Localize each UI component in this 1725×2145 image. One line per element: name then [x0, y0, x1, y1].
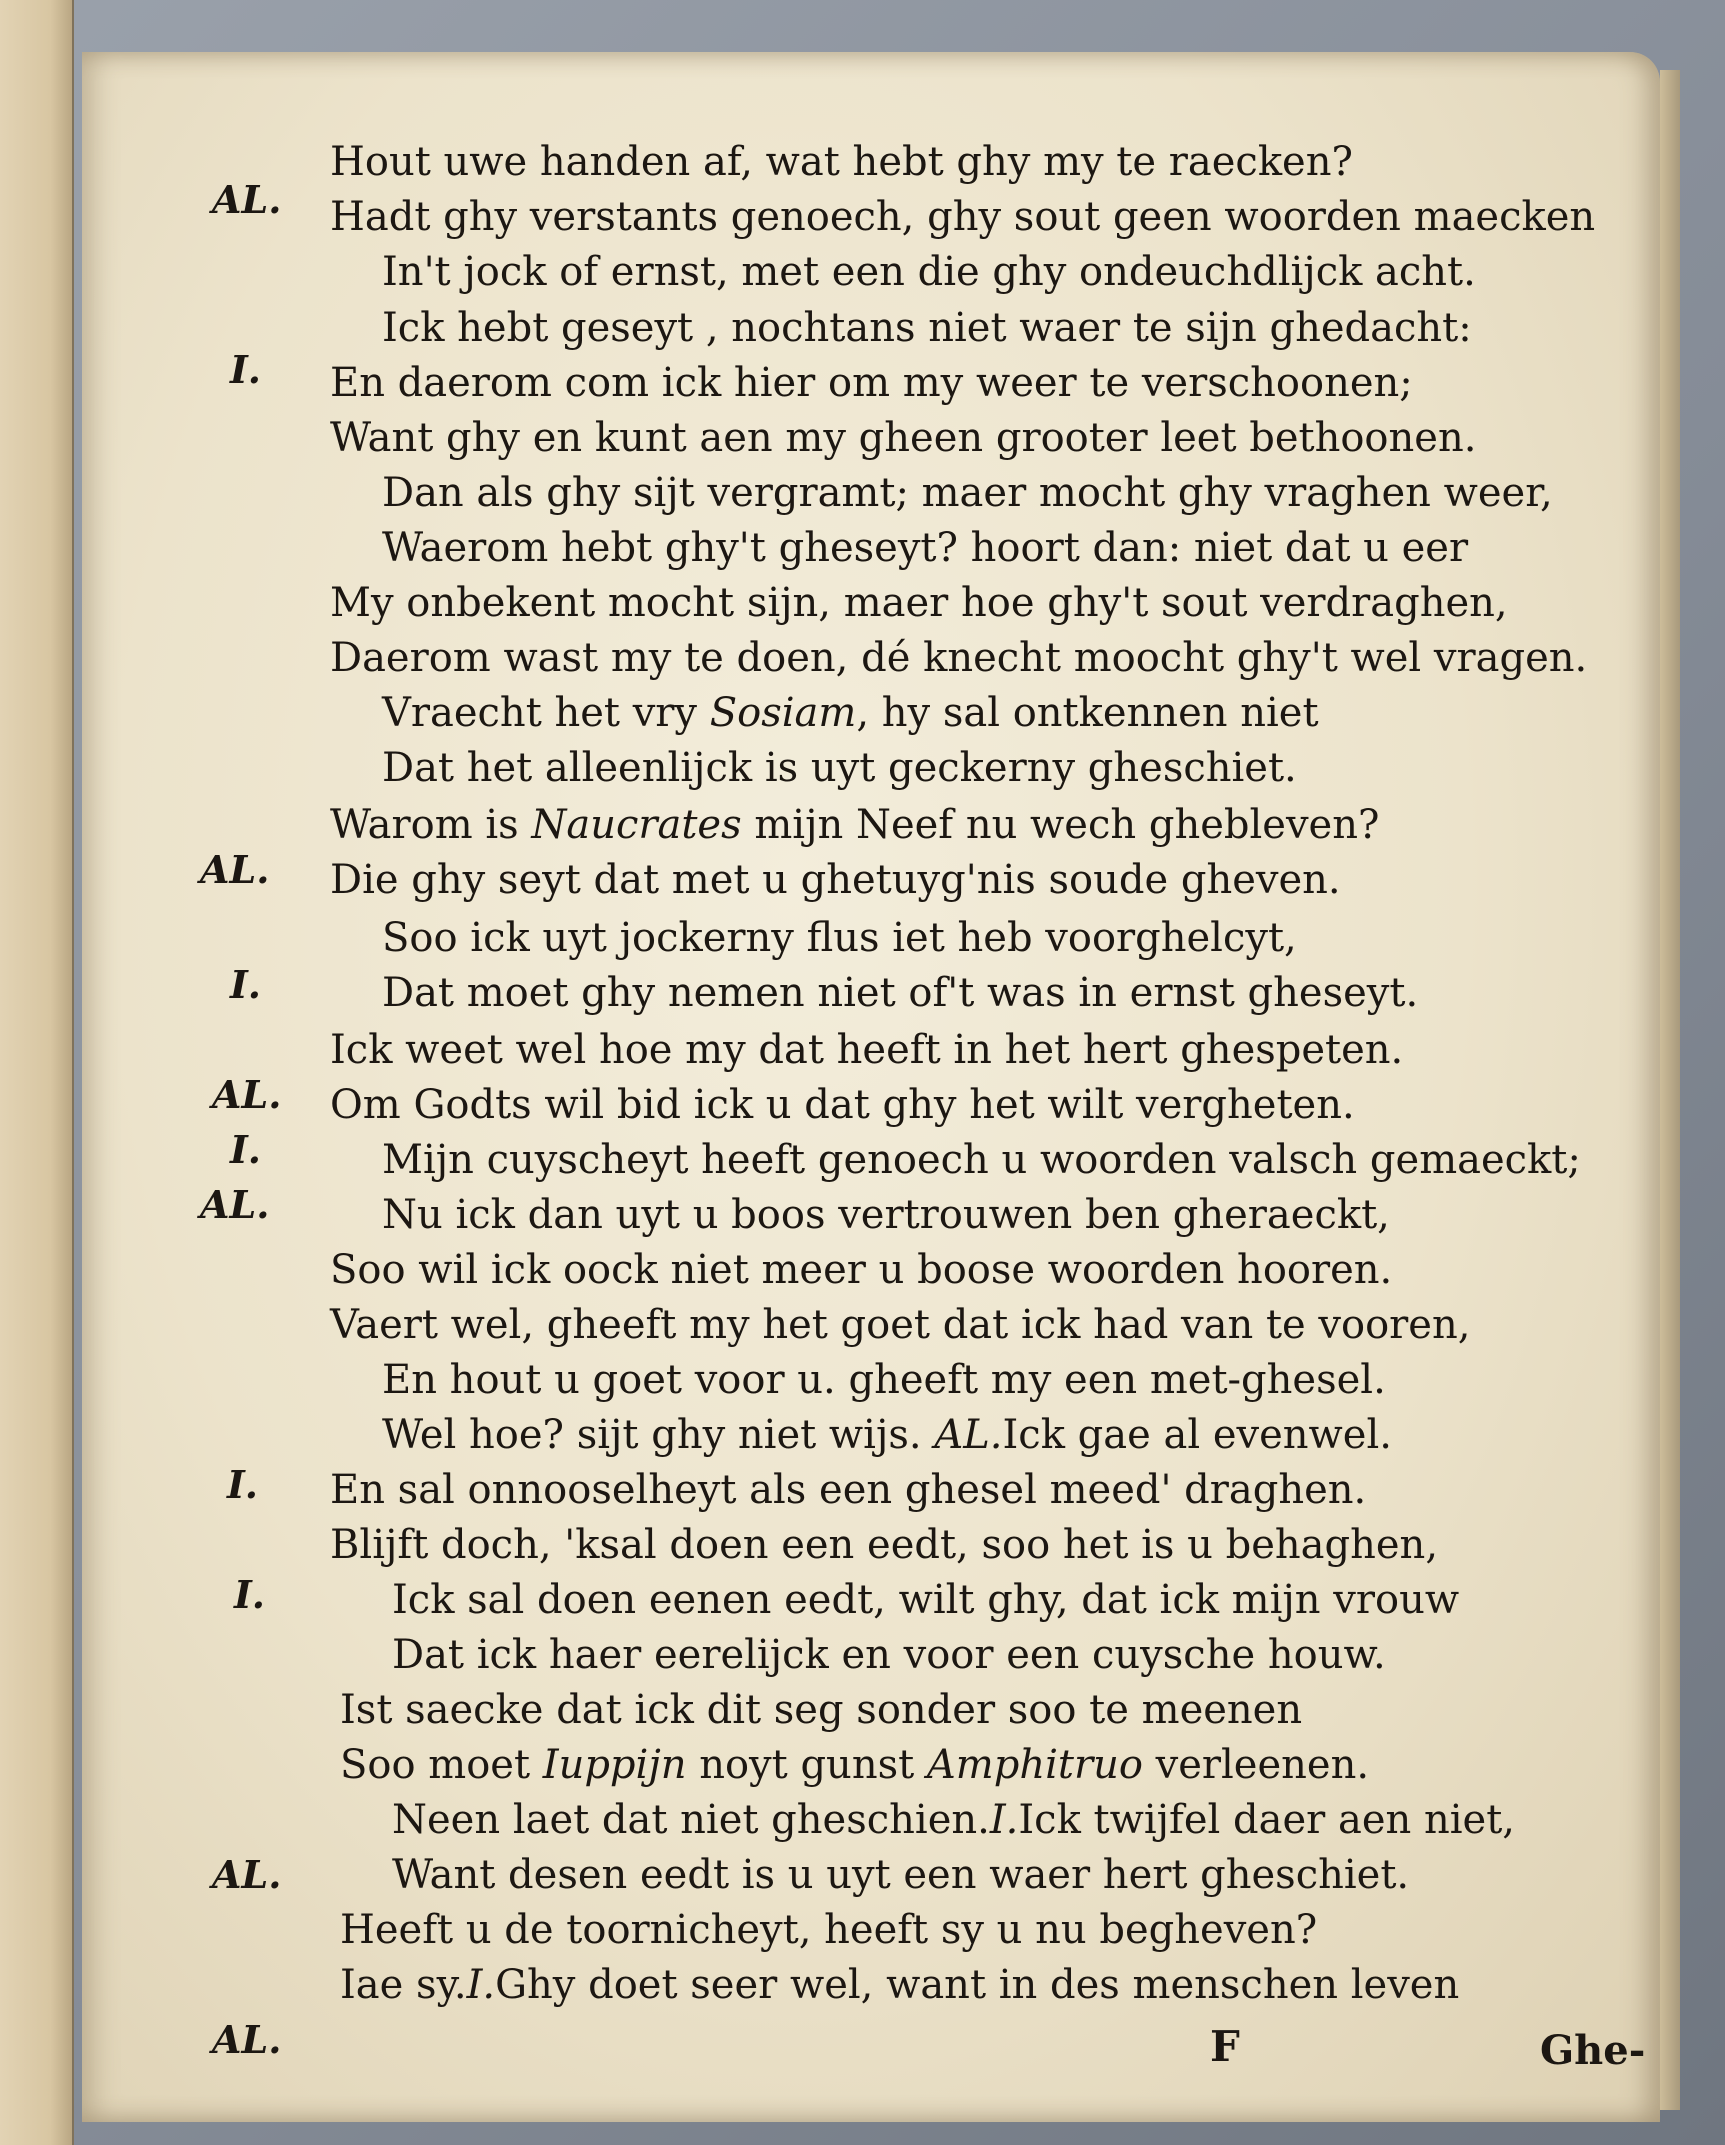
- speaker-label-al: AL.: [212, 2017, 282, 2062]
- verse-line: [392, 1792, 1515, 1848]
- verse-line: Om Godts wil bid ick u dat ghy het wilt vergheten.: [330, 1082, 1355, 1128]
- verse-line: Die ghy seyt dat met u ghetuyg'nis soude gheven.: [330, 857, 1341, 903]
- verse-text: noyt gunst: [686, 1742, 927, 1788]
- verse-text: Neen laet dat niet gheschien.: [392, 1797, 990, 1843]
- book-page: [82, 52, 1660, 2122]
- verse-line: In't jock of ernst, met een die ghy ondeuchdlijck acht.: [382, 249, 1476, 295]
- facing-page-edge: [0, 0, 74, 2145]
- verse-line: Waerom hebt ghy't gheseyt? hoort dan: niet dat u eer: [382, 525, 1469, 571]
- speaker-label-i: I.: [230, 962, 262, 1007]
- speaker-label-al: AL.: [212, 1072, 282, 1117]
- speaker-label-i: I.: [227, 1462, 259, 1507]
- verse-text: verleenen.: [1142, 1742, 1370, 1788]
- proper-name: Iuppijn: [542, 1742, 687, 1788]
- proper-name: Amphitruo: [926, 1742, 1143, 1788]
- verse-line: Mijn cuyscheyt heeft genoech u woorden valsch gemaeckt;: [382, 1137, 1581, 1183]
- verse-line: [382, 1407, 1392, 1463]
- page-text: [82, 52, 1660, 2122]
- verse-line: Daerom wast my te doen, dé knecht moocht ghy't wel vragen.: [330, 635, 1588, 681]
- speaker-inline: AL.: [934, 1412, 1003, 1458]
- proper-name: Sosiam: [709, 690, 857, 736]
- verse-text: Iae sy.: [340, 1962, 467, 2008]
- verse-line: Ick hebt geseyt , nochtans niet waer te sijn ghedacht:: [382, 305, 1472, 351]
- verse-line: Want desen eedt is u uyt een waer hert gheschiet.: [392, 1852, 1410, 1898]
- verse-line: Ist saecke dat ick dit seg sonder soo te meenen: [340, 1687, 1303, 1733]
- verse-line: Dat het alleenlijck is uyt geckerny gheschiet.: [382, 745, 1297, 791]
- verse-line: Dat ick haer eerelijck en voor een cuysche houw.: [392, 1632, 1386, 1678]
- verse-line: My onbekent mocht sijn, maer hoe ghy't sout verdraghen,: [330, 580, 1508, 626]
- verse-line: [330, 797, 1379, 853]
- speaker-label-i: I.: [234, 1572, 266, 1617]
- verse-line: Hout uwe handen af, wat hebt ghy my te raecken?: [330, 139, 1353, 185]
- signature-mark: F: [1210, 2022, 1240, 2071]
- page-fore-edge: [1660, 70, 1680, 2110]
- verse-text: , hy sal ontkennen niet: [856, 690, 1319, 736]
- verse-line: Soo wil ick oock niet meer u boose woorden hooren.: [330, 1247, 1393, 1293]
- verse-line: En sal onnooselheyt als een ghesel meed' draghen.: [330, 1467, 1367, 1513]
- verse-line: [382, 685, 1319, 741]
- verse-text: Wel hoe? sijt ghy niet wijs.: [382, 1412, 935, 1458]
- speaker-inline: I.: [989, 1797, 1019, 1843]
- verse-line: Ick weet wel hoe my dat heeft in het hert ghespeten.: [330, 1027, 1404, 1073]
- verse-line: Hadt ghy verstants genoech, ghy sout geen woorden maecken: [330, 194, 1596, 240]
- verse-text: Ick gae al evenwel.: [1002, 1412, 1392, 1458]
- speaker-label-al: AL.: [200, 847, 270, 892]
- verse-text: Ghy doet seer wel, want in des menschen leven: [495, 1962, 1460, 2008]
- verse-line: Nu ick dan uyt u boos vertrouwen ben gheraeckt,: [382, 1192, 1390, 1238]
- speaker-label-al: AL.: [212, 177, 282, 222]
- verse-line: Soo ick uyt jockerny flus iet heb voorghelcyt,: [382, 915, 1297, 961]
- verse-line: En daerom com ick hier om my weer te verschoonen;: [330, 360, 1413, 406]
- verse-text: mijn Neef nu wech ghebleven?: [741, 802, 1380, 848]
- verse-text: Warom is: [330, 802, 532, 848]
- verse-line: Vaert wel, gheeft my het goet dat ick had van te vooren,: [330, 1302, 1471, 1348]
- verse-line: Ick sal doen eenen eedt, wilt ghy, dat ick mijn vrouw: [392, 1577, 1460, 1623]
- verse-line: Dat moet ghy nemen niet of't was in ernst gheseyt.: [382, 970, 1419, 1016]
- speaker-inline: I.: [466, 1962, 496, 2008]
- verse-text: Soo moet: [340, 1742, 543, 1788]
- catchword: Ghe-: [1540, 2027, 1646, 2074]
- verse-line: Dan als ghy sijt vergramt; maer mocht ghy vraghen weer,: [382, 470, 1553, 516]
- verse-text: Ick twijfel daer aen niet,: [1018, 1797, 1515, 1843]
- verse-text: Vraecht het vry: [382, 690, 710, 736]
- speaker-label-al: AL.: [200, 1182, 270, 1227]
- proper-name: Naucrates: [531, 802, 742, 848]
- verse-line: [340, 1737, 1369, 1793]
- speaker-label-i: I.: [230, 347, 262, 392]
- verse-line: Want ghy en kunt aen my gheen grooter leet bethoonen.: [330, 415, 1477, 461]
- verse-line: [340, 1957, 1459, 2013]
- speaker-label-al: AL.: [212, 1852, 282, 1897]
- verse-line: En hout u goet voor u. gheeft my een met-ghesel.: [382, 1357, 1386, 1403]
- verse-line: Heeft u de toornicheyt, heeft sy u nu begheven?: [340, 1907, 1318, 1953]
- speaker-label-i: I.: [230, 1127, 262, 1172]
- verse-line: Blijft doch, 'ksal doen een eedt, soo het is u behaghen,: [330, 1522, 1439, 1568]
